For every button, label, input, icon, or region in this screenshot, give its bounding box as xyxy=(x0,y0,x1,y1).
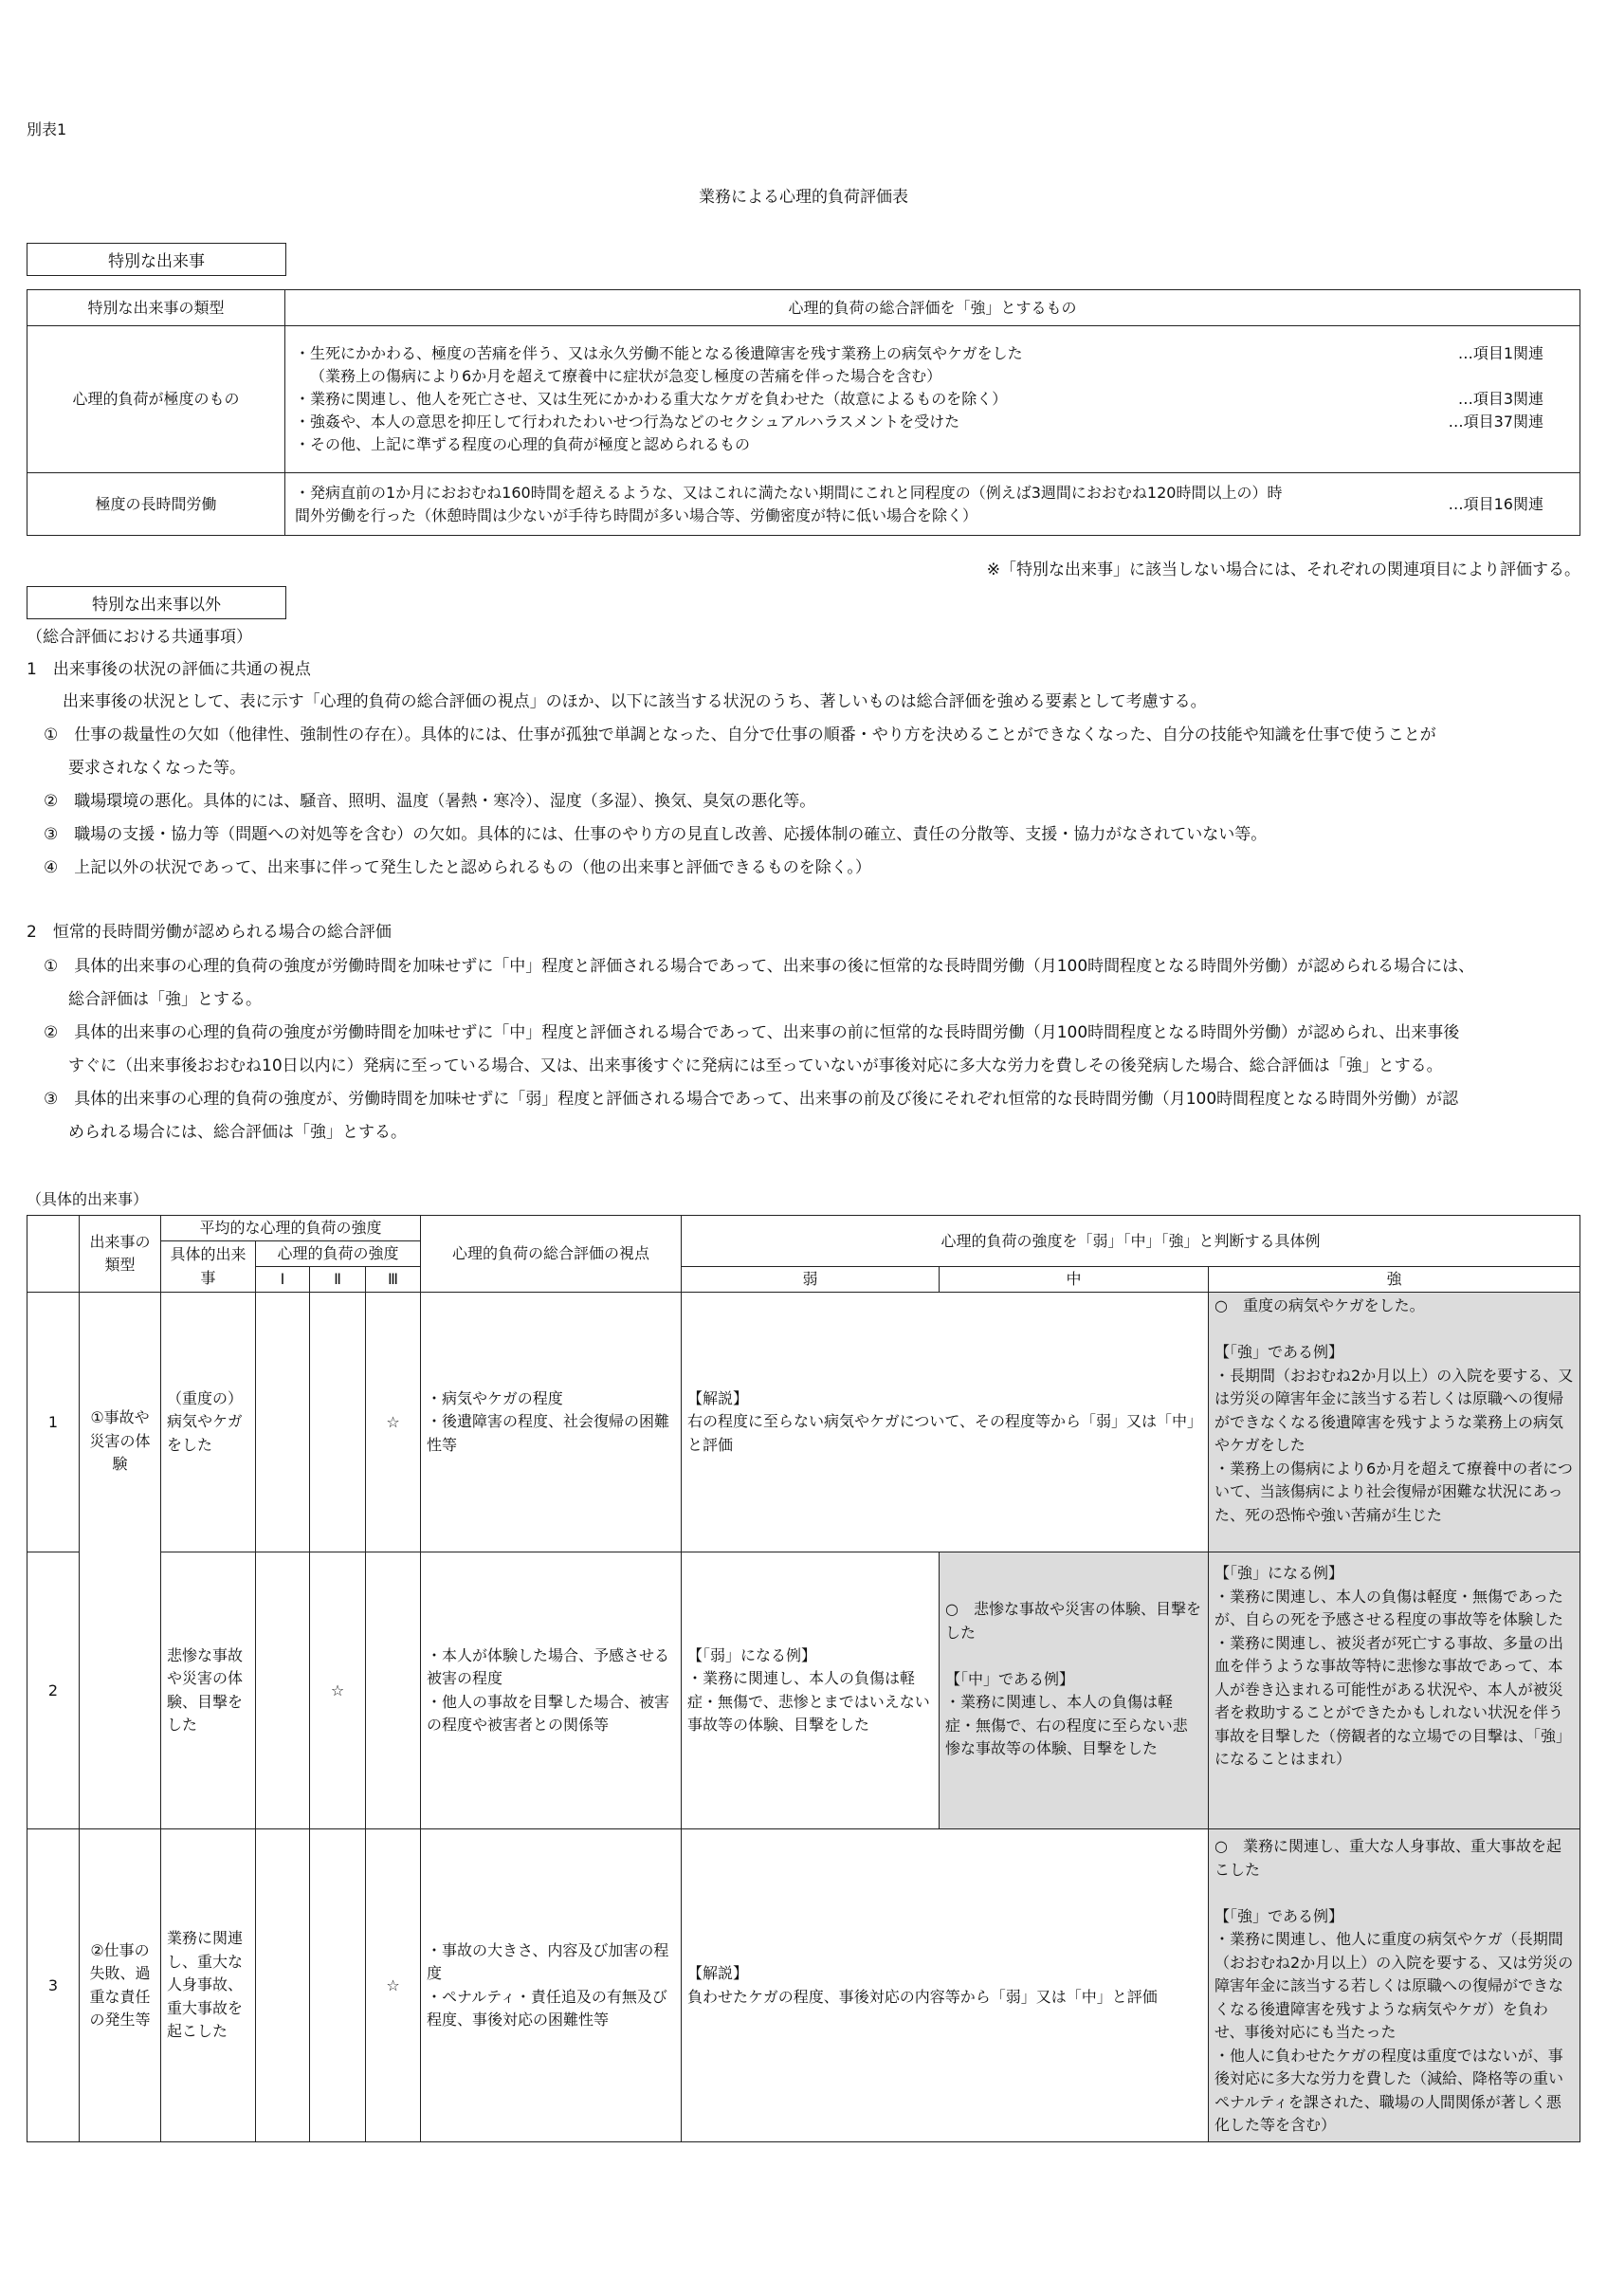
viewpoint-text: ・本人が体験した場合、予感させる被害の程度 ・他人の事故を目撃した場合、被害の程度や被害者との関係等 xyxy=(421,1552,682,1829)
page-title: 業務による心理的負荷評価表 xyxy=(699,188,908,207)
header-strong: 強 xyxy=(1209,1267,1580,1293)
special-type-header: 特別な出来事の類型 xyxy=(27,290,285,326)
header-examples: 心理的負荷の強度を「弱」「中」「強」と判断する具体例 xyxy=(682,1216,1580,1267)
appendix-label: 別表1 xyxy=(27,120,67,138)
section2-item: ① 具体的出来事の心理的負荷の強度が労働時間を加味せずに「中」程度と評価される場合であって、出来事の後に恒常的な長時間労働（月100時間程度となる時間外労働）が認められる場合には、 xyxy=(44,957,1475,976)
level-ii-star: ☆ xyxy=(310,1552,366,1829)
level-i-cell xyxy=(256,1552,310,1829)
section1-item: ① 仕事の裁量性の欠如（他律性、強制性の存在）。具体的には、仕事が孤独で単調となった、自分で仕事の順番・やり方を決めることができなくなった、自分の技能や知識を仕事で使うことが xyxy=(44,726,1436,744)
section2-heading: 2 恒常的長時間労働が認められる場合の総合評価 xyxy=(27,923,392,942)
level-ii-cell xyxy=(310,1829,366,2142)
level-i-cell xyxy=(256,1293,310,1552)
criteria-line: ・業務に関連し、他人を死亡させ、又は生死にかかわる重大なケガを負わせた（故意によるものを除く） …項目3関連 xyxy=(295,390,1543,408)
event-name: 悲惨な事故や災害の体験、目撃をした xyxy=(161,1552,256,1829)
header-mid: 中 xyxy=(940,1267,1209,1293)
level-iii-cell xyxy=(366,1552,421,1829)
viewpoint-text: ・病気やケガの程度 ・後遺障害の程度、社会復帰の困難性等 xyxy=(421,1293,682,1552)
level-ii-cell xyxy=(310,1293,366,1552)
header-blank xyxy=(27,1216,80,1293)
section2-item-cont: すぐに（出来事後おおむね10日以内に）発病に至っている場合、又は、出来事後すぐに発病には至っていないが事後対応に多大な労力を費しその後発病した場合、総合評価は「強」とする。 xyxy=(68,1056,1443,1075)
header-level-ii: Ⅱ xyxy=(310,1267,366,1293)
header-level-iii: Ⅲ xyxy=(366,1267,421,1293)
criteria-ref: …項目16関連 xyxy=(1448,494,1543,513)
section1-intro: 出来事後の状況として、表に示す「心理的負荷の総合評価の視点」のほか、以下に該当する状況のうち、著しいものは総合評価を強める要素として考慮する。 xyxy=(63,692,1207,711)
special-type-long-hours: 極度の長時間労働 xyxy=(27,473,285,536)
level-iii-star: ☆ xyxy=(366,1293,421,1552)
strong-text: 【「強」になる例】 ・業務に関連し、本人の負傷は軽度・無傷であったが、自らの死を予感させる程度の事故等を体験した ・業務に関連し、被災者が死亡する事故、多量の出血を伴うような事故等特に悲惨な事故であって、本人が巻き込まれる可能性がある状況や、本人が被災者を救助することができたかもしれない状況を伴う事故を目撃した（傍観者的な立場での目撃は、「強」になることはまれ） xyxy=(1209,1552,1580,1829)
event-name: （重度の）病気やケガをした xyxy=(161,1293,256,1552)
section1-heading: 1 出来事後の状況の評価に共通の視点 xyxy=(27,660,311,679)
header-level-i: Ⅰ xyxy=(256,1267,310,1293)
weak-mid-text: 【解説】 右の程度に至らない病気やケガについて、その程度等から「弱」又は「中」と評価 xyxy=(682,1293,1209,1552)
level-iii-star: ☆ xyxy=(366,1829,421,2142)
section2-item-cont: 総合評価は「強」とする。 xyxy=(68,990,262,1009)
special-extreme-load-criteria xyxy=(285,326,1580,473)
table-row xyxy=(27,1552,1580,1829)
criteria-line: ・発病直前の1か月におおむね160時間を超えるような、又はこれに満たない期間にこれと同程度の（例えば3週間におおむね120時間以上の）時 xyxy=(295,483,1283,502)
section1-item: ④ 上記以外の状況であって、出来事に伴って発生したと認められるもの（他の出来事と評価できるものを除く。） xyxy=(44,858,871,877)
header-viewpoint: 心理的負荷の総合評価の視点 xyxy=(421,1216,682,1293)
header-type: 出来事の類型 xyxy=(80,1216,161,1293)
table-row xyxy=(27,1293,1580,1552)
table-row xyxy=(27,1829,1580,2142)
viewpoint-text: ・事故の大きさ、内容及び加害の程度 ・ペナルティ・責任追及の有無及び程度、事後対応の困難性等 xyxy=(421,1829,682,2142)
strong-text: ○ 重度の病気やケガをした。 【「強」である例】 ・長期間（おおむね2か月以上）の入院を要する、又は労災の障害年金に該当する若しくは原職への復帰ができなくなる後遺障害を残すような業務上の病気やケガをした ・業務上の傷病により6か月を超えて療養中の者について、当該傷病により社会復帰が困難な状況にあった、死の恐怖や強い苦痛が生じた xyxy=(1209,1293,1580,1552)
event-name: 業務に関連し、重大な人身事故、重大事故を起こした xyxy=(161,1829,256,2142)
header-specific: 具体的出来事 xyxy=(161,1241,256,1293)
section1-item: ② 職場環境の悪化。具体的には、騒音、照明、温度（暑熱・寒冷）、湿度（多湿）、換気、臭気の悪化等。 xyxy=(44,792,816,811)
criteria-line: ・生死にかかわる、極度の苦痛を伴う、又は永久労働不能となる後遺障害を残す業務上の病気やケガをした …項目1関連 xyxy=(295,344,1543,362)
weak-text: 【「弱」になる例】 ・業務に関連し、本人の負傷は軽症・無傷で、悲惨とまではいえない事故等の体験、目撃をした xyxy=(682,1552,940,1829)
section1-item-cont: 要求されなくなった等。 xyxy=(68,759,246,778)
weak-mid-text: 【解説】 負わせたケガの程度、事後対応の内容等から「弱」又は「中」と評価 xyxy=(682,1829,1209,2142)
section1-item: ③ 職場の支援・協力等（問題への対処等を含む）の欠如。具体的には、仕事のやり方の見直し改善、応援体制の確立、責任の分散等、支援・協力がなされていない等。 xyxy=(44,825,1268,844)
criteria-line: ・その他、上記に準ずる程度の心理的負荷が極度と認められるもの xyxy=(295,435,751,453)
events-heading: （具体的出来事） xyxy=(27,1190,149,1208)
special-note: ※「特別な出来事」に該当しない場合には、それぞれの関連項目により評価する。 xyxy=(986,560,1580,579)
special-criteria-header: 心理的負荷の総合評価を「強」とするもの xyxy=(285,290,1580,326)
criteria-line: 間外労働を行った（休憩時間は少ないが手待ち時間が多い場合等、労働密度が特に低い場合を除く） xyxy=(295,505,978,524)
criteria-line: （業務上の傷病により6か月を超えて療養中に症状が急変し極度の苦痛を伴った場合を含む） xyxy=(310,367,942,385)
header-avg-strength: 平均的な心理的負荷の強度 xyxy=(161,1216,421,1241)
header-load-strength: 心理的負荷の強度 xyxy=(256,1241,421,1267)
row-number: 3 xyxy=(27,1829,80,2142)
row-number: 1 xyxy=(27,1293,80,1552)
strong-text: ○ 業務に関連し、重大な人身事故、重大事故を起こした 【「強」である例】 ・業務に関連し、他人に重度の病気やケガ（長期間（おおむね2か月以上）の入院を要する、又は労災の障害年金に該当する若しくは原職への復帰ができなくなる後遺障害を残すような病気やケガ）を負わせ、事後対応にも当たった ・他人に負わせたケガの程度は重度ではないが、事後対応に多大な労力を費した（減給、降格等の重いペナルティを課された、職場の人間関係が著しく悪化した等を含む） xyxy=(1209,1829,1580,2142)
criteria-line: ・強姦や、本人の意思を抑圧して行われたわいせつ行為などのセクシュアルハラスメントを受けた …項目37関連 xyxy=(295,413,1543,431)
event-type-failure: ②仕事の失敗、過重な責任の発生等 xyxy=(80,1829,161,2142)
event-type-accident: ①事故や災害の体験 xyxy=(80,1293,161,1829)
section2-item-cont: められる場合には、総合評価は「強」とする。 xyxy=(68,1123,407,1142)
common-heading: （総合評価における共通事項） xyxy=(27,628,252,647)
section2-item: ② 具体的出来事の心理的負荷の強度が労働時間を加味せずに「中」程度と評価される場合であって、出来事の前に恒常的な長時間労働（月100時間程度となる時間外労働）が認められ、出来事後 xyxy=(44,1023,1460,1042)
level-i-cell xyxy=(256,1829,310,2142)
row-number: 2 xyxy=(27,1552,80,1829)
special-type-extreme-load: 心理的負荷が極度のもの xyxy=(27,326,285,473)
special-events-table xyxy=(27,289,1580,536)
non-special-label: 特別な出来事以外 xyxy=(27,586,286,619)
mid-text: ○ 悲惨な事故や災害の体験、目撃をした 【「中」である例】 ・業務に関連し、本人の負傷は軽症・無傷で、右の程度に至らない悲惨な事故等の体験、目撃をした xyxy=(940,1552,1209,1829)
events-table xyxy=(27,1215,1580,2142)
special-long-hours-criteria xyxy=(285,473,1580,536)
section2-item: ③ 具体的出来事の心理的負荷の強度が、労働時間を加味せずに「弱」程度と評価される場合であって、出来事の前及び後にそれぞれ恒常的な長時間労働（月100時間程度となる時間外労働）が認 xyxy=(44,1090,1459,1109)
special-events-label: 特別な出来事 xyxy=(27,243,286,276)
header-weak: 弱 xyxy=(682,1267,940,1293)
